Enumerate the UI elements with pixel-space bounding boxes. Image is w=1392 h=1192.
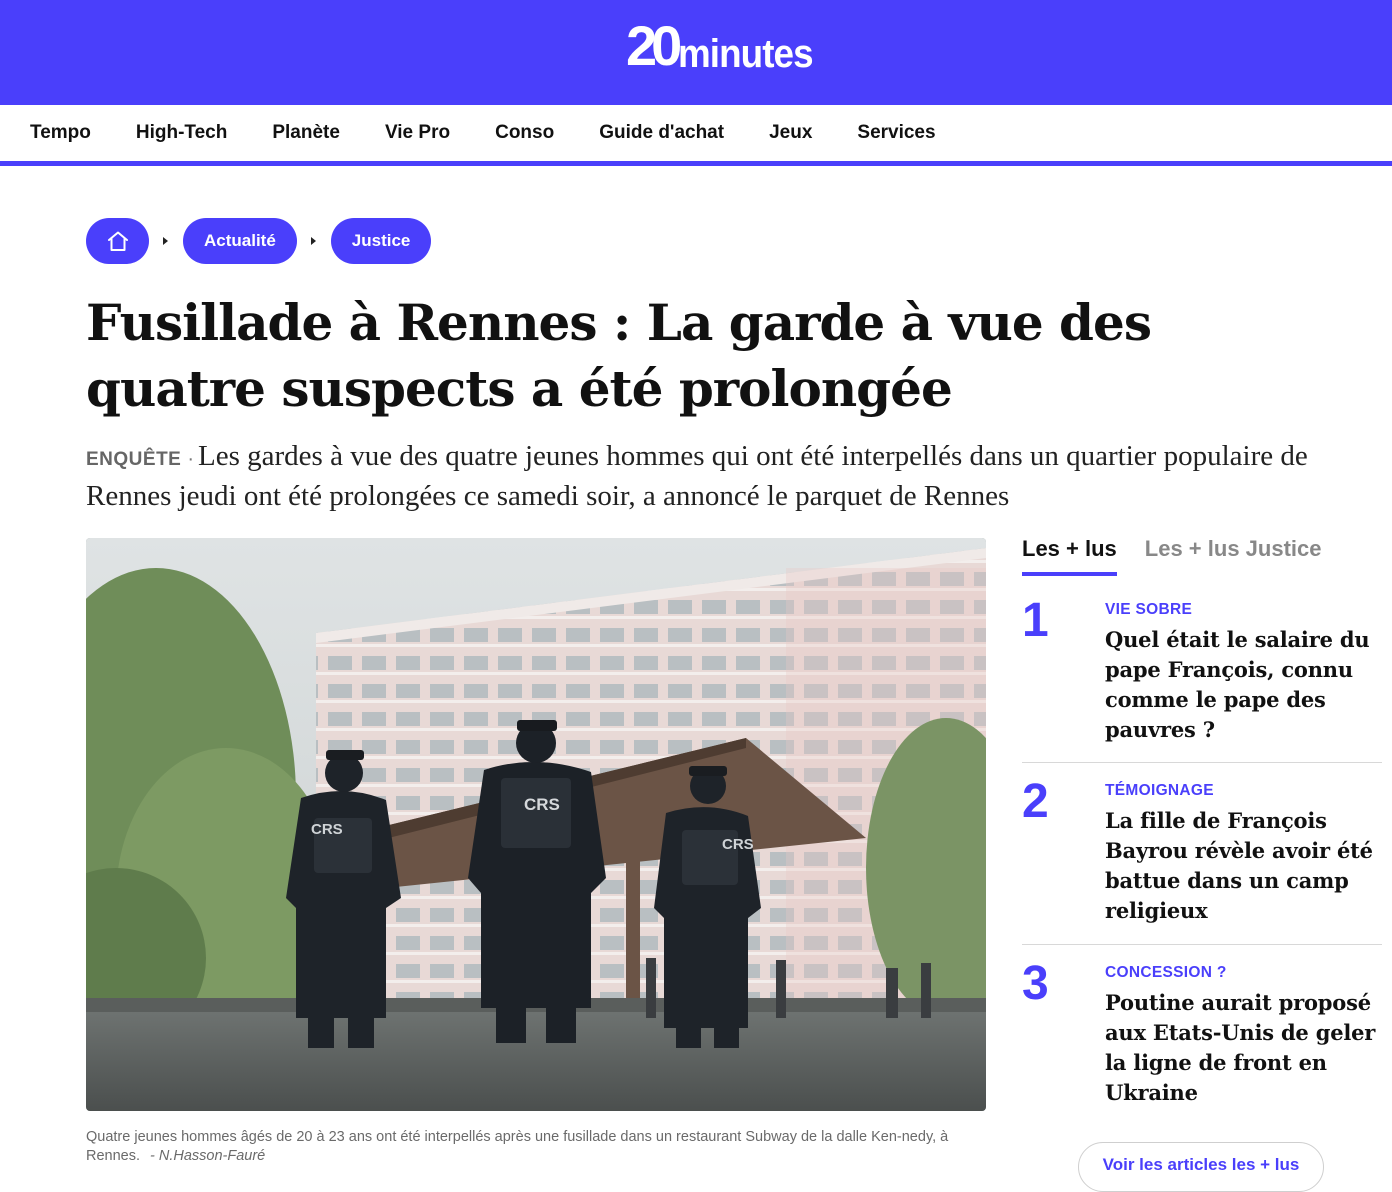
vest-label-left: CRS: [311, 821, 343, 838]
nav-underline: [0, 161, 1392, 166]
photo-illustration: [86, 538, 986, 1111]
vest-label-right: CRS: [722, 836, 754, 853]
photo-credit: - N.Hasson-Fauré: [150, 1148, 266, 1164]
rank-number: 1: [1022, 594, 1049, 647]
logo-word: minutes: [678, 32, 813, 76]
tab-most-read[interactable]: Les + lus: [1022, 536, 1117, 576]
rank-number: 2: [1022, 775, 1049, 828]
main-nav: [0, 105, 1392, 161]
item-divider: [1022, 944, 1382, 945]
breadcrumb-actualite[interactable]: Actualité: [183, 218, 297, 264]
article-photo[interactable]: [86, 538, 986, 1111]
logo-number: 20: [626, 14, 677, 77]
most-read-tabs: [1022, 536, 1349, 576]
nav-item-tempo[interactable]: Tempo: [30, 122, 91, 143]
item-title[interactable]: Quel était le salaire du pape François, connu comme le pape des pauvres ?: [1105, 627, 1370, 742]
site-header: [0, 0, 1392, 105]
article-lede: [86, 438, 1316, 514]
breadcrumb-justice[interactable]: Justice: [331, 218, 432, 264]
photo-caption: [86, 1128, 986, 1166]
item-title[interactable]: La fille de François Bayrou révèle avoir été battue dans un camp religieux: [1105, 808, 1373, 923]
breadcrumb: [86, 218, 431, 264]
item-kicker: CONCESSION ?: [1105, 964, 1227, 981]
breadcrumb-separator: [311, 237, 316, 245]
tab-most-read-justice[interactable]: Les + lus Justice: [1144, 536, 1322, 561]
article-headline: Fusillade à Rennes : La garde à vue des quatre suspects a été prolongée: [86, 293, 1151, 418]
vest-label-center: CRS: [524, 795, 560, 814]
nav-item-conso[interactable]: Conso: [495, 122, 555, 143]
breadcrumb-home[interactable]: [86, 218, 149, 264]
item-kicker: TÉMOIGNAGE: [1105, 782, 1214, 799]
nav-item-high-tech[interactable]: High-Tech: [135, 122, 228, 143]
item-kicker: VIE SOBRE: [1105, 601, 1193, 618]
nav-item-services[interactable]: Services: [857, 122, 936, 143]
nav-item-jeux[interactable]: Jeux: [769, 122, 813, 143]
site-logo[interactable]: [626, 14, 825, 77]
rank-number: 3: [1022, 957, 1049, 1010]
breadcrumb-separator: [163, 237, 168, 245]
article-label: ENQUÊTE: [86, 449, 182, 470]
lede-text: Les gardes à vue des quatre jeunes hommes qui ont été interpellés dans un quartier populaire de Rennes jeudi ont été prolongées ce samedi soir, a annoncé le parquet de Rennes: [86, 440, 1308, 512]
nav-item-guide-achat[interactable]: Guide d'achat: [599, 122, 725, 143]
nav-item-vie-pro[interactable]: Vie Pro: [384, 122, 451, 143]
nav-item-planete[interactable]: Planète: [272, 122, 340, 143]
see-most-read-button[interactable]: Voir les articles les + lus: [1078, 1142, 1324, 1192]
caption-text: Quatre jeunes hommes âgés de 20 à 23 ans ont été interpellés après une fusillade dans un restaurant Subway de la dalle Ken-nedy, à Rennes.: [86, 1129, 949, 1164]
item-divider: [1022, 762, 1382, 763]
home-icon: [106, 230, 130, 252]
lede-separator: ·: [187, 448, 195, 470]
item-title[interactable]: Poutine aurait proposé aux Etats-Unis de geler la ligne de front en Ukraine: [1105, 990, 1376, 1105]
